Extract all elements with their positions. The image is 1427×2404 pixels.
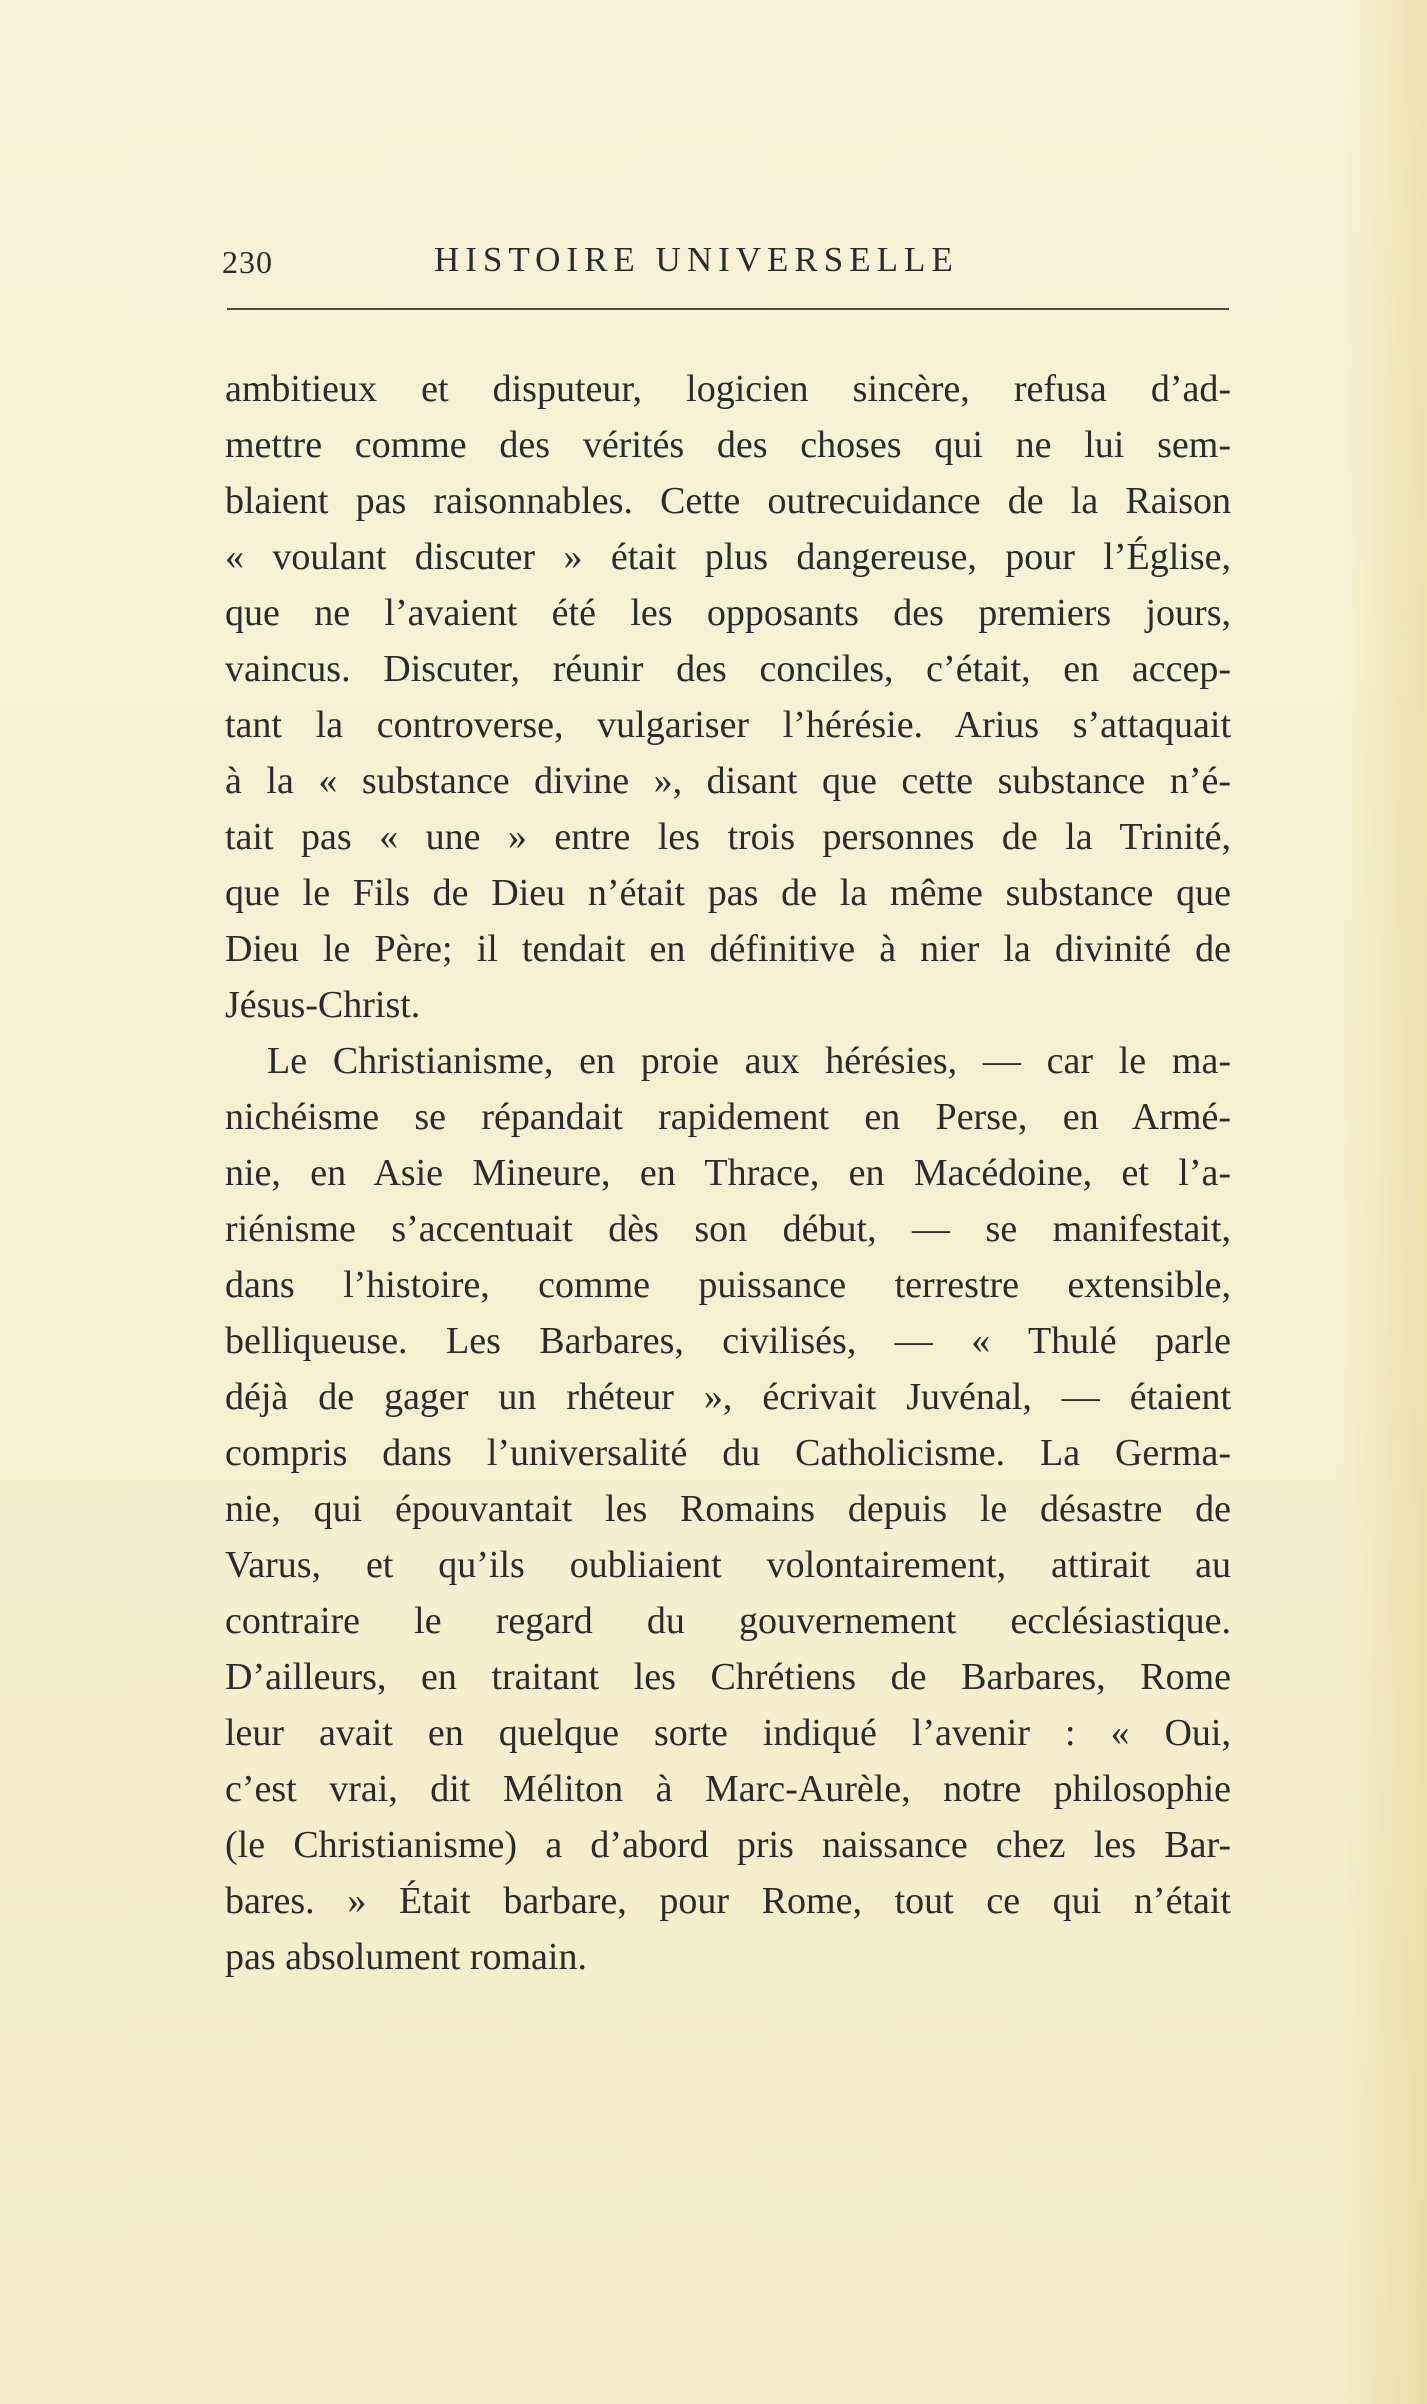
text-line: riénisme s’accentuait dès son début, — se manifestait, [225,1208,1231,1250]
text-line: ambitieux et disputeur, logicien sincère, refusa d’ad- [225,368,1231,410]
text-line: « voulant discuter » était plus dangereuse, pour l’Église, [225,536,1231,578]
text-line: que le Fils de Dieu n’était pas de la même substance que [225,872,1231,914]
text-line: contraire le regard du gouvernement ecclésiastique. [225,1600,1231,1642]
text-line: D’ailleurs, en traitant les Chrétiens de Barbares, Rome [225,1656,1231,1698]
text-line: tant la controverse, vulgariser l’hérésie. Arius s’attaquait [225,704,1231,746]
text-line: tait pas « une » entre les trois personnes de la Trinité, [225,816,1231,858]
text-line: Dieu le Père; il tendait en définitive à nier la divinité de [225,928,1231,970]
text-line: vaincus. Discuter, réunir des conciles, c’était, en accep- [225,648,1231,690]
text-line: dans l’histoire, comme puissance terrestre extensible, [225,1264,1231,1306]
text-line: compris dans l’universalité du Catholicisme. La Germa- [225,1432,1231,1474]
text-line: mettre comme des vérités des choses qui ne lui sem- [225,424,1231,466]
text-line: nie, en Asie Mineure, en Thrace, en Macédoine, et l’a- [225,1152,1231,1194]
text-line: c’est vrai, dit Méliton à Marc-Aurèle, notre philosophie [225,1768,1231,1810]
text-line: bares. » Était barbare, pour Rome, tout ce qui n’était [225,1880,1231,1922]
running-title: HISTOIRE UNIVERSELLE [434,240,959,279]
text-line: déjà de gager un rhéteur », écrivait Juvénal, — étaient [225,1376,1231,1418]
text-line: Varus, et qu’ils oubliaient volontairement, attirait au [225,1544,1231,1586]
page-header [222,240,1232,300]
paragraph-end-line: pas absolument romain. [225,1936,587,1978]
text-line: leur avait en quelque sorte indiqué l’avenir : « Oui, [225,1712,1231,1754]
text-line: nichéisme se répandait rapidement en Perse, en Armé- [225,1096,1231,1138]
text-line: nie, qui épouvantait les Romains depuis le désastre de [225,1488,1231,1530]
paragraph-start-line: Le Christianisme, en proie aux hérésies, — car le ma- [267,1040,1231,1082]
text-line: à la « substance divine », disant que cette substance n’é- [225,760,1231,802]
text-line: blaient pas raisonnables. Cette outrecuidance de la Raison [225,480,1231,522]
page-number: 230 [222,244,273,280]
text-line: belliqueuse. Les Barbares, civilisés, — « Thulé parle [225,1320,1231,1362]
text-line: que ne l’avaient été les opposants des premiers jours, [225,592,1231,634]
body-text [225,361,1231,1985]
text-line: (le Christianisme) a d’abord pris naissance chez les Bar- [225,1824,1231,1866]
paragraph-end-line: Jésus-Christ. [225,984,421,1026]
header-rule [227,308,1229,310]
